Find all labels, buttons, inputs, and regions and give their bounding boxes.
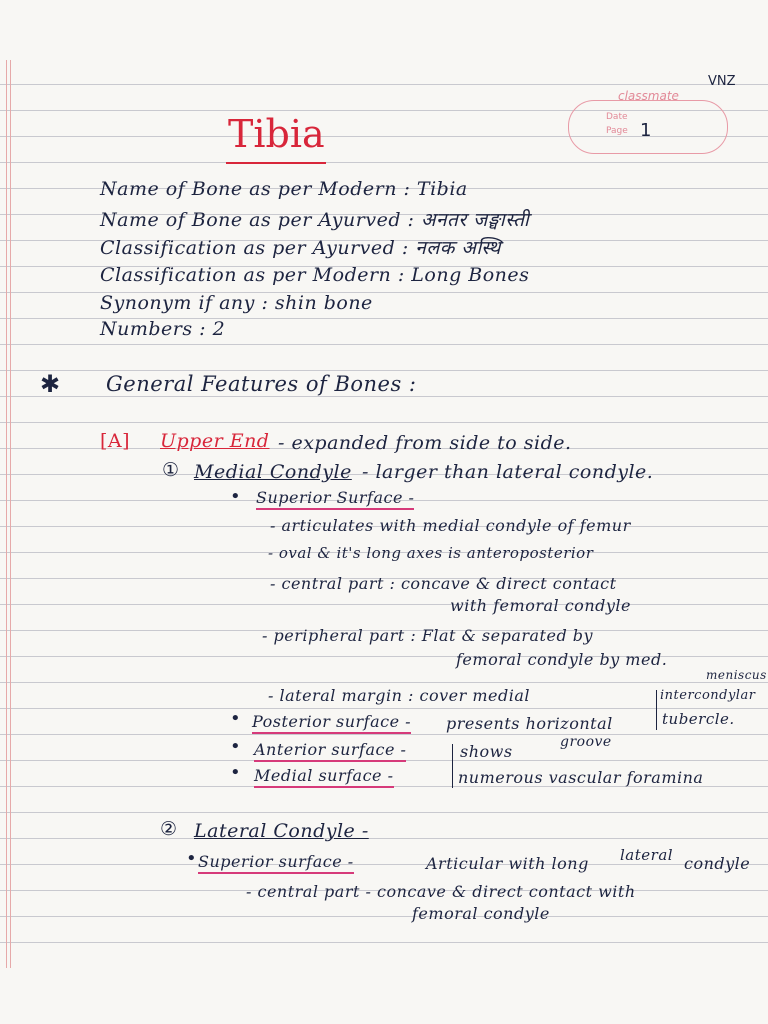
bullet-icon: •	[230, 762, 241, 783]
posterior-surface-desc: presents horizontal	[446, 714, 613, 733]
lateral-central-b: femoral condyle	[412, 904, 550, 923]
superior-point-5: - lateral margin : cover medial	[268, 686, 531, 705]
shows-note: shows	[460, 742, 513, 761]
margin-line	[10, 60, 11, 968]
star-marker: ✱	[40, 370, 61, 398]
upper-end-marker: [A]	[100, 430, 131, 452]
condyle-word: condyle	[684, 854, 751, 873]
page-bottom-margin	[0, 968, 768, 1024]
section-heading: General Features of Bones :	[106, 372, 417, 396]
initials: VNZ	[708, 74, 736, 89]
lateral-superior-label: Superior surface -	[198, 852, 354, 874]
superior-surface-label: Superior Surface -	[256, 488, 414, 510]
posterior-surface-label: Posterior surface -	[252, 712, 411, 734]
page-top-margin	[0, 0, 768, 60]
class-ayurved-line: Classification as per Ayurved : नलक अस्थि	[100, 237, 501, 259]
brace	[656, 690, 657, 730]
intercondylar-note: intercondylar	[660, 688, 756, 703]
page-label: Page	[606, 126, 628, 136]
upper-end-label: Upper End	[160, 430, 270, 452]
superior-point-3a: - central part : concave & direct contact	[270, 574, 617, 593]
lateral-condyle-label: Lateral Condyle -	[194, 820, 369, 842]
medial-number: ①	[162, 459, 180, 481]
superior-point-4c: meniscus	[706, 668, 767, 682]
tubercle-note: tubercle.	[662, 710, 735, 728]
medial-surface-label: Medial surface -	[254, 766, 394, 788]
brace	[452, 744, 453, 788]
lateral-central-a: - central part - concave & direct contact with	[246, 882, 636, 901]
bullet-icon: •	[230, 486, 241, 507]
superior-point-2: - oval & it's long axes is anteroposterior	[268, 544, 594, 562]
page-number: 1	[640, 120, 652, 141]
groove-note: groove	[560, 734, 612, 750]
lateral-number: ②	[160, 818, 178, 840]
ayurved-name-line: Name of Bone as per Ayurved : अनतर जङ्घास्ती	[100, 209, 530, 231]
lateral-word: lateral	[620, 846, 674, 864]
numbers-line: Numbers : 2	[100, 318, 226, 340]
lateral-superior-desc: Articular with long	[426, 854, 589, 873]
superior-point-4a: - peripheral part : Flat & separated by	[262, 626, 594, 645]
brand-logo: classmate	[618, 89, 679, 103]
bullet-icon: •	[230, 736, 241, 757]
modern-name-line: Name of Bone as per Modern : Tibia	[100, 178, 468, 200]
date-label: Date	[606, 112, 628, 122]
medial-condyle-label: Medial Condyle	[194, 461, 352, 483]
anterior-surface-label: Anterior surface -	[254, 740, 406, 762]
superior-point-3b: with femoral condyle	[450, 596, 631, 615]
margin-line	[6, 60, 7, 968]
bullet-icon: •	[230, 708, 241, 729]
title-underline	[226, 162, 326, 164]
superior-point-4b: femoral condyle by med.	[456, 650, 668, 669]
superior-point-1: - articulates with medial condyle of femur	[270, 516, 631, 535]
class-modern-line: Classification as per Modern : Long Bones	[100, 264, 530, 286]
synonym-line: Synonym if any : shin bone	[100, 292, 373, 314]
foramina-note: numerous vascular foramina	[458, 768, 704, 787]
upper-end-desc: - expanded from side to side.	[278, 432, 572, 454]
medial-condyle-desc: - larger than lateral condyle.	[362, 461, 654, 483]
page-title: Tibia	[228, 112, 325, 156]
bullet-icon: •	[186, 848, 197, 869]
